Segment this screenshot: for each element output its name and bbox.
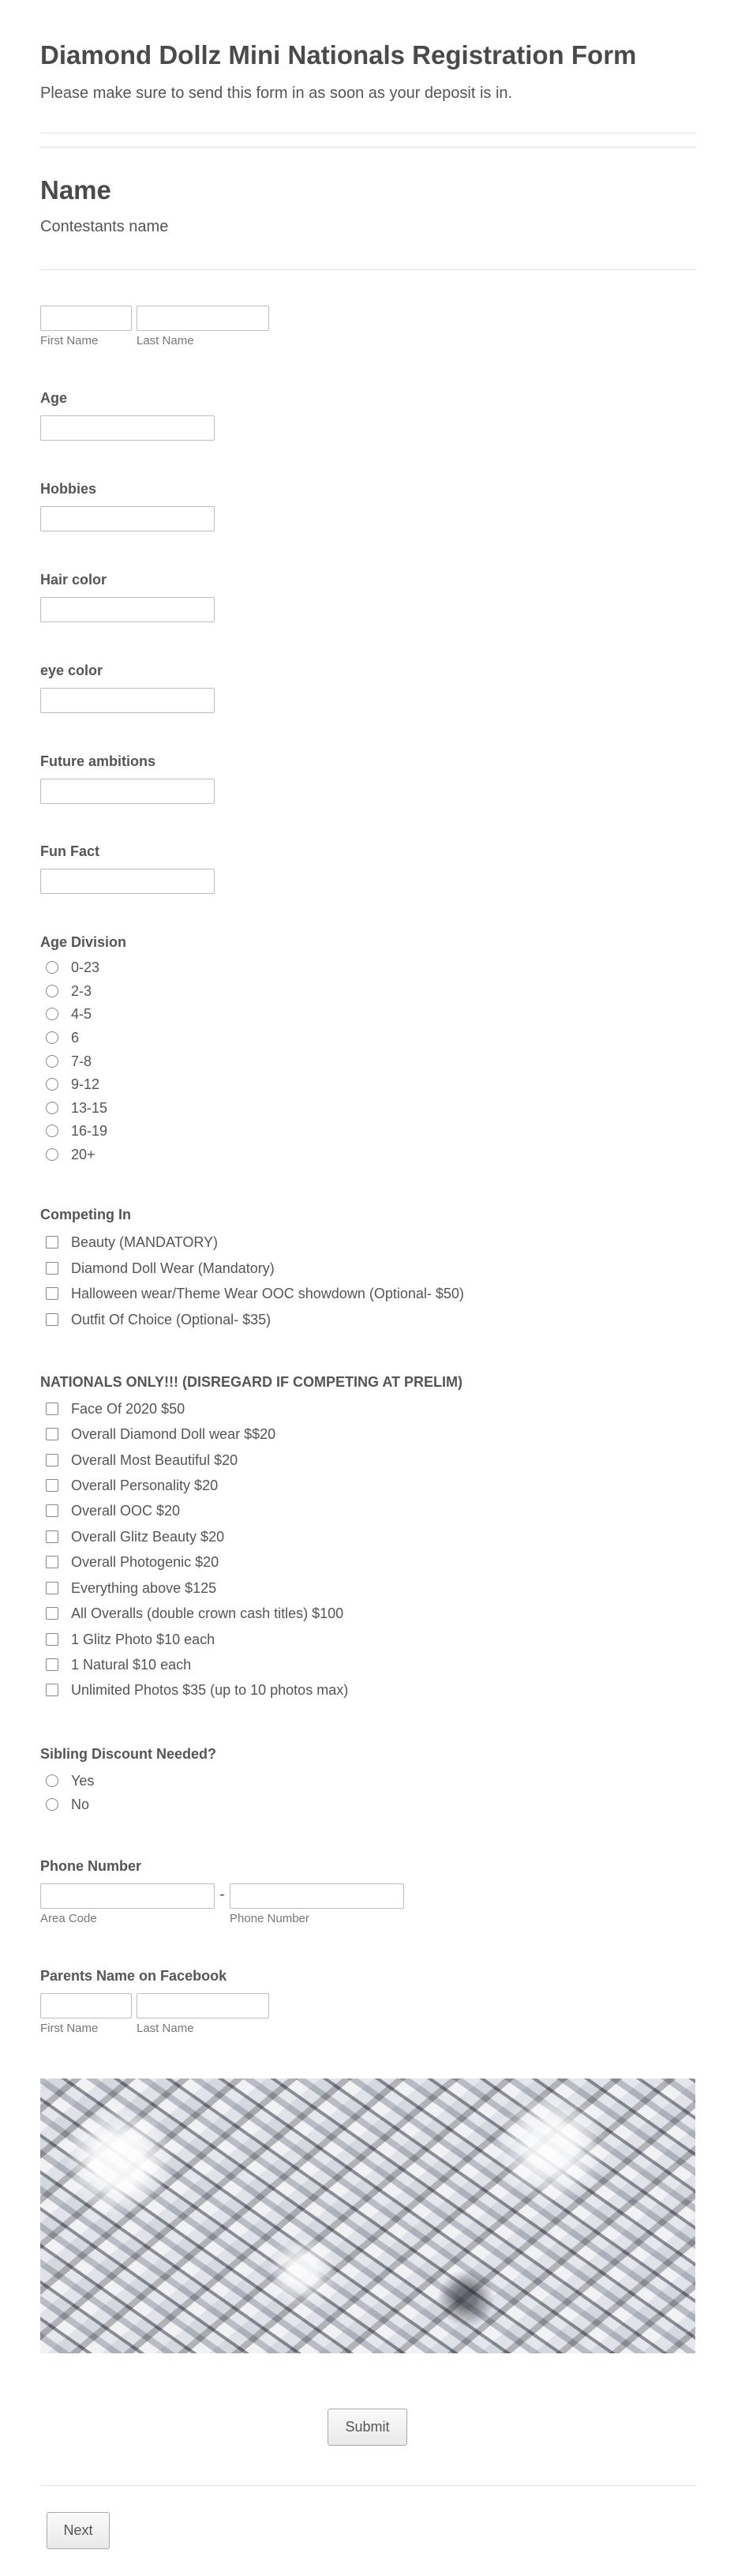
checkbox[interactable] <box>46 1428 58 1440</box>
checkbox[interactable] <box>46 1504 58 1517</box>
nationals-option[interactable]: Overall Personality $20 <box>46 1475 218 1496</box>
hair-color-label: Hair color <box>40 572 107 588</box>
nationals-option[interactable]: Everything above $125 <box>46 1578 216 1598</box>
checkbox[interactable] <box>46 1287 58 1300</box>
age-label: Age <box>40 390 68 406</box>
competing-in-option[interactable]: Beauty (MANDATORY) <box>46 1232 218 1252</box>
name-section-title: Name <box>40 175 111 205</box>
hobbies-label: Hobbies <box>40 481 97 497</box>
radio-button[interactable] <box>46 1125 58 1137</box>
phone-number-sublabel: Phone Number <box>230 1912 309 1925</box>
fun-fact-input[interactable] <box>40 869 215 894</box>
checkbox[interactable] <box>46 1658 58 1671</box>
last-name-sublabel: Last Name <box>137 334 194 347</box>
nationals-option[interactable]: Face Of 2020 $50 <box>46 1399 185 1419</box>
nationals-option[interactable]: Unlimited Photos $35 (up to 10 photos max) <box>46 1680 348 1700</box>
age-division-option[interactable]: 7-8 <box>46 1051 92 1072</box>
age-division-option[interactable]: 6 <box>46 1027 79 1048</box>
footer-divider <box>40 2485 696 2486</box>
radio-button[interactable] <box>46 1798 58 1811</box>
future-ambitions-input[interactable] <box>40 779 215 804</box>
checkbox[interactable] <box>46 1403 58 1415</box>
nationals-option[interactable]: All Overalls (double crown cash titles) $100 <box>46 1603 343 1624</box>
area-code-sublabel: Area Code <box>40 1912 97 1925</box>
phone-number-label: Phone Number <box>40 1858 142 1874</box>
age-division-option[interactable]: 2-3 <box>46 981 92 1001</box>
checkbox[interactable] <box>46 1684 58 1696</box>
age-division-option[interactable]: 0-23 <box>46 957 99 978</box>
radio-button[interactable] <box>46 961 58 974</box>
first-name-sublabel: First Name <box>40 334 99 347</box>
age-division-option[interactable]: 13-15 <box>46 1098 107 1118</box>
radio-button[interactable] <box>46 1774 58 1787</box>
page-break-divider <box>40 147 696 148</box>
sibling-option-yes[interactable]: Yes <box>46 1771 94 1791</box>
nationals-option[interactable]: 1 Natural $10 each <box>46 1654 191 1675</box>
checkbox[interactable] <box>46 1530 58 1543</box>
age-division-label: Age Division <box>40 934 127 950</box>
parent-last-name-input[interactable] <box>137 1993 269 2018</box>
radio-button[interactable] <box>46 985 58 997</box>
checkbox[interactable] <box>46 1633 58 1646</box>
checkbox[interactable] <box>46 1236 58 1249</box>
age-division-option[interactable]: 16-19 <box>46 1121 107 1141</box>
name-section-subtitle: Contestants name <box>40 218 169 235</box>
hobbies-input[interactable] <box>40 506 215 531</box>
form-subtitle: Please make sure to send this form in as soon as your deposit is in. <box>40 84 513 102</box>
competing-in-label: Competing In <box>40 1207 131 1222</box>
sibling-option-no[interactable]: No <box>46 1794 89 1815</box>
submit-button[interactable]: Submit <box>328 2409 407 2446</box>
age-division-option[interactable]: 20+ <box>46 1144 95 1165</box>
eye-color-input[interactable] <box>40 688 215 713</box>
competing-in-option[interactable]: Diamond Doll Wear (Mandatory) <box>46 1258 275 1279</box>
checkbox[interactable] <box>46 1454 58 1466</box>
diamonds-image <box>40 2078 695 2353</box>
nationals-option[interactable]: 1 Glitz Photo $10 each <box>46 1629 215 1650</box>
radio-button[interactable] <box>46 1102 58 1114</box>
radio-button[interactable] <box>46 1148 58 1161</box>
area-code-input[interactable] <box>40 1883 215 1909</box>
parent-last-name-sublabel: Last Name <box>137 2022 194 2035</box>
name-section-divider <box>40 269 696 270</box>
first-name-input[interactable] <box>40 306 132 331</box>
eye-color-label: eye color <box>40 663 103 678</box>
nationals-only-label: NATIONALS ONLY!!! (DISREGARD IF COMPETING AT PRELIM) <box>40 1374 462 1390</box>
radio-button[interactable] <box>46 1078 58 1091</box>
parent-first-name-input[interactable] <box>40 1993 132 2018</box>
checkbox[interactable] <box>46 1262 58 1275</box>
age-division-option[interactable]: 4-5 <box>46 1004 92 1024</box>
hair-color-input[interactable] <box>40 597 215 622</box>
radio-button[interactable] <box>46 1055 58 1068</box>
fun-fact-label: Fun Fact <box>40 843 99 859</box>
phone-separator: - <box>219 1886 225 1903</box>
radio-button[interactable] <box>46 1008 58 1020</box>
sibling-discount-label: Sibling Discount Needed? <box>40 1746 217 1762</box>
checkbox[interactable] <box>46 1582 58 1594</box>
radio-button[interactable] <box>46 1031 58 1044</box>
checkbox[interactable] <box>46 1556 58 1568</box>
parent-first-name-sublabel: First Name <box>40 2022 99 2035</box>
future-ambitions-label: Future ambitions <box>40 753 156 769</box>
next-button[interactable]: Next <box>47 2512 110 2549</box>
nationals-option[interactable]: Overall OOC $20 <box>46 1500 180 1521</box>
form-title: Diamond Dollz Mini Nationals Registration Form <box>40 40 637 69</box>
checkbox[interactable] <box>46 1479 58 1492</box>
nationals-option[interactable]: Overall Most Beautiful $20 <box>46 1450 238 1470</box>
competing-in-option[interactable]: Halloween wear/Theme Wear OOC showdown (Optional- $50) <box>46 1283 464 1304</box>
nationals-option[interactable]: Overall Glitz Beauty $20 <box>46 1526 224 1547</box>
age-division-option[interactable]: 9-12 <box>46 1074 99 1095</box>
competing-in-option[interactable]: Outfit Of Choice (Optional- $35) <box>46 1309 271 1330</box>
age-input[interactable] <box>40 415 215 441</box>
phone-number-input[interactable] <box>230 1883 404 1909</box>
parents-facebook-label: Parents Name on Facebook <box>40 1968 227 1984</box>
nationals-option[interactable]: Overall Photogenic $20 <box>46 1552 219 1572</box>
last-name-input[interactable] <box>137 306 269 331</box>
nationals-option[interactable]: Overall Diamond Doll wear $$20 <box>46 1424 275 1444</box>
checkbox[interactable] <box>46 1607 58 1620</box>
checkbox[interactable] <box>46 1313 58 1326</box>
